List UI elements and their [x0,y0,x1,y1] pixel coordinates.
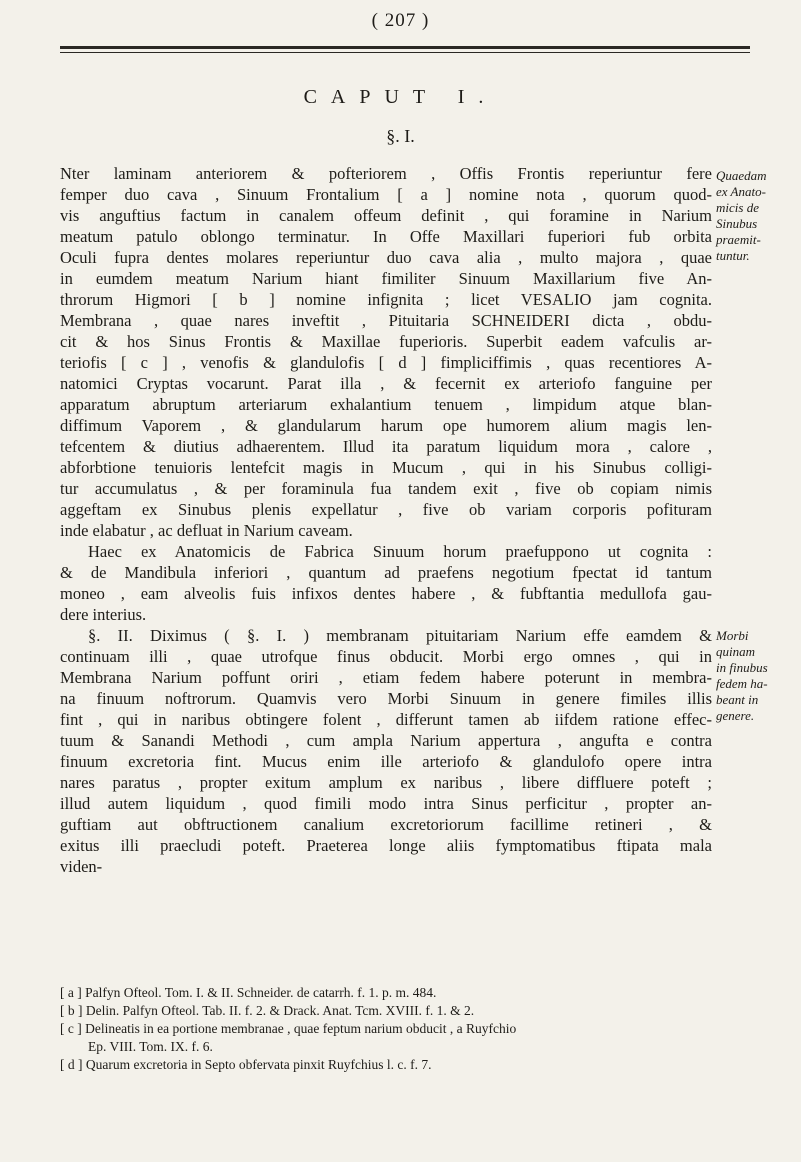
header-rule-thin [60,52,750,53]
body-line: diffimum Vaporem , & glandularum harum ope humorem alium magis len- [60,416,712,435]
footnote-line: Ep. VIII. Tom. IX. f. 6. [88,1039,213,1054]
body-line: dere interius. [60,605,147,624]
footnote-line: [ c ] Delineatis in ea portione membranae , quae feptum narium obducit , a Ruyfchio [60,1021,517,1036]
body-line: in eumdem meatum Narium hiant fimiliter Sinuum Maxillarium five An- [60,269,712,288]
body-line: femper duo cava , Sinuum Frontalium [ a ] nomine nota , quorum quod- [60,185,712,204]
body-line: vis anguftius factum in canalem offeum definit , qui foramine in Narium [60,206,712,225]
header-rule-thick [60,46,750,49]
margin-note-line: Quaedam [716,168,767,183]
body-line: Oculi fupra dentes molares reperiuntur duo cava alia , multo majora , quae [60,248,712,267]
margin-note-line: quinam [716,644,755,659]
margin-note-line: ex Anato- [716,184,766,199]
body-line: fint , qui in naribus obtingere folent , differunt tamen ab iifdem ratione effec- [60,710,712,729]
body-line: Haec ex Anatomicis de Fabrica Sinuum horum praefuppono ut cognita : [88,542,712,561]
section-heading: §. I. [386,126,415,146]
body-line: nares paratus , propter exitum amplum ex naribus , libere diffluere poteft ; [60,773,712,792]
body-line: tuum & Sanandi Methodi , cum ampla Narium appertura , angufta e contra [60,731,712,750]
footnote-line: [ a ] Palfyn Ofteol. Tom. I. & II. Schneider. de catarrh. f. 1. p. m. 484. [60,985,437,1000]
body-line: finuum excretoria fint. Mucus enim ille arteriofo & glandulofo opere intra [60,752,712,771]
body-line: throrum Higmori [ b ] nomine infignita ; licet VESALIO jam cognita. [60,290,712,309]
page-number: ( 207 ) [371,10,430,31]
margin-note-line: beant in [716,692,759,707]
body-line: continuam illi , quae utrofque finus obducit. Morbi ergo omnes , qui in [60,647,712,666]
margin-note-line: genere. [716,708,755,723]
body-line: cit & hos Sinus Frontis & Maxillae fuperioris. Superbit eadem vafculis ar- [60,332,712,351]
margin-note-anatomy [716,168,796,264]
body-line: meatum patulo oblongo terminatur. In Offe Maxillari fuperiori fub orbita [60,227,712,246]
body-line: teriofis [ c ] , venofis & glandulofis [ d ] fimpliciffimis , quas recentiores A- [60,353,712,372]
margin-note-line: Sinubus [716,216,758,231]
body-line: illud autem liquidum , quod fimili modo intra Sinus perficitur , propter an- [60,794,712,813]
footnote-line: [ b ] Delin. Palfyn Ofteol. Tab. II. f. 2. & Drack. Anat. Tcm. XVIII. f. 1. & 2. [60,1003,475,1018]
body-text [60,163,712,877]
body-line: & de Mandibula inferiori , quantum ad praefens negotium fpectat id tantum [60,563,712,582]
body-line: apparatum abruptum arteriarum exhalantium tenuem , limpidum atque blan- [60,395,712,414]
footnote-line: [ d ] Quarum excretoria in Septo obfervata pinxit Ruyfchius l. c. f. 7. [60,1057,432,1072]
body-line: inde elabatur , ac defluat in Narium caveam. [60,521,353,540]
margin-note-morbi [716,628,796,724]
margin-note-line: Morbi [716,628,749,643]
body-line: tefcentem & diutius adhaerentem. Illud ita paratum liquidum mora , calore , [60,437,712,456]
body-line: natomici Cryptas vocarunt. Parat illa , & fecernit ex arteriofo fanguine per [60,374,712,393]
margin-note-line: micis de [716,200,759,215]
margin-note-line: in finubus [716,660,768,675]
body-line: Membrana , quae nares inveftit , Pituitaria SCHNEIDERI dicta , obdu- [60,311,712,330]
body-line: Nter laminam anteriorem & pofteriorem , Offis Frontis reperiuntur fere [60,164,712,183]
body-line: exitus illi praecludi poteft. Praeterea longe aliis fymptomatibus ftipata mala [60,836,712,855]
body-line: aggeftam ex Sinubus plenis expellatur , five ob variam corporis pofituram [60,500,712,519]
footnotes [60,984,750,1074]
margin-note-line: tuntur. [716,248,750,263]
body-line: guftiam aut obftructionem canalium excretoriorum facillime retineri , & [60,815,712,834]
body-line: §. II. Diximus ( §. I. ) membranam pituitariam Narium effe eamdem & [88,626,712,645]
body-line: tur accumulatus , & per foraminula fua tandem exit , five ob copiam nimis [60,479,712,498]
body-line: viden- [60,857,103,876]
margin-note-line: praemit- [716,232,761,247]
body-line: na finuum noftrorum. Quamvis vero Morbi Sinuum in genere fimiles illis [60,689,712,708]
chapter-title: CAPUT I. [303,86,498,108]
margin-note-line: fedem ha- [716,676,768,691]
body-line: moneo , eam alveolis fuis infixos dentes habere , & fubftantia medullofa gau- [60,584,712,603]
body-line: abforbtione tenuioris lentefcit magis in Mucum , qui in his Sinubus colligi- [60,458,712,477]
body-line: Membrana Narium poffunt oriri , etiam fedem habere poterunt in membra- [60,668,712,687]
